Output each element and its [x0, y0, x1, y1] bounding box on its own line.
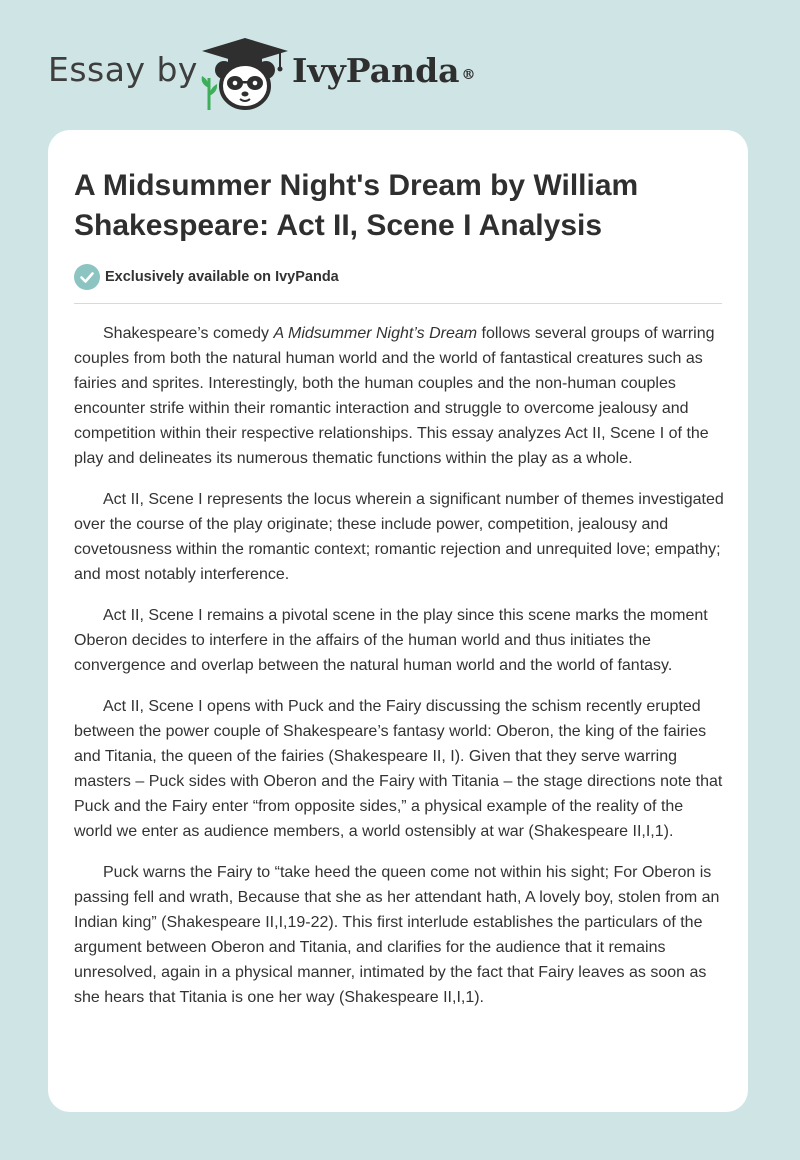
- registered-mark: ®: [461, 67, 476, 83]
- paragraph: [74, 321, 724, 471]
- paragraph-text: follows several groups of warring couples from both the natural human world and the world of fantastical creatures such as fairies and sprites. Interestingly, both the human couples and the non-human couples encounter strife within their romantic interaction and struggle to overcome jealousy and competition within their respective relationships. This essay analyzes Act II, Scene I of the play and delineates its numerous thematic functions within the play as a whole.: [74, 325, 715, 467]
- exclusive-badge-text: Exclusively available on IvyPanda: [105, 269, 339, 285]
- essay-body: [74, 321, 724, 1026]
- paragraph: Act II, Scene I remains a pivotal scene in the play since this scene marks the moment Oberon decides to interfere in the affairs of the human world and thus initiates the convergence and overlap between the natural human world and the world of fantasy.: [74, 607, 708, 674]
- title-divider: [74, 303, 722, 304]
- essay-card: [48, 130, 748, 1112]
- paragraph-text: Shakespeare’s comedy: [103, 325, 274, 342]
- brand-name-text: IvyPanda: [292, 51, 460, 90]
- essay-by-label: Essay by: [48, 50, 198, 89]
- panda-graduate-logo-icon[interactable]: [200, 34, 290, 112]
- essay-title: A Midsummer Night's Dream by William Shakespeare: Act II, Scene I Analysis: [74, 169, 639, 242]
- play-title-italic: A Midsummer Night’s Dream: [273, 325, 478, 342]
- paragraph: Act II, Scene I represents the locus wherein a significant number of themes investigated over the course of the play originate; these include power, competition, jealousy and covetousness within the romantic context; romantic rejection and unrequited love; empathy; and most notably interference.: [74, 491, 724, 583]
- exclusive-badge: [74, 264, 339, 290]
- paragraph: Puck warns the Fairy to “take heed the queen come not within his sight; For Oberon is passing fell and wrath, Because that she as her attendant hath, A lovely boy, stolen from an Indian king” (Shakespeare II,I,19-22). This first interlude establishes the particulars of the argument between Oberon and Titania, and clarifies for the audience that it remains unresolved, again in a physical manner, intimated by the fact that Fairy leaves as soon as she hears that Titania is one her way (Shakespeare II,I,1).: [74, 864, 720, 1006]
- paragraph: Act II, Scene I opens with Puck and the Fairy discussing the schism recently erupted between the power couple of Shakespeare’s fantasy world: Oberon, the king of the fairies and Titania, the queen of the fairies (Shakespeare II, I). Given that they serve warring masters – Puck sides with Oberon and the Fairy with Titania – the stage directions note that Puck and the Fairy enter “from opposite sides,” a physical example of the reality of the world we enter as audience members, a world ostensibly at war (Shakespeare II,I,1).: [74, 698, 723, 840]
- brand-name[interactable]: [292, 51, 476, 91]
- site-header: [0, 0, 800, 130]
- check-circle-icon: [74, 264, 100, 290]
